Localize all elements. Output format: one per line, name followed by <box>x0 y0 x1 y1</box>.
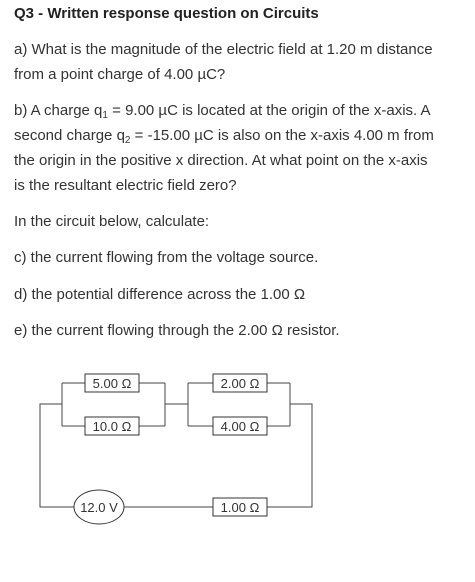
part-a-line-1: a) What is the magnitude of the electric field at 1.20 m distance <box>14 41 433 58</box>
resistor-4-ohm-label: 4.00 Ω <box>220 419 260 434</box>
part-b-subscript-1: 1 <box>102 110 108 121</box>
part-b-line-3: the origin in the positive x direction. At what point on the x-axis <box>14 152 428 169</box>
part-b-line-1-end: = 9.00 µC is located at the origin of the x-axis. A <box>107 102 431 119</box>
resistor-1-ohm-label: 1.00 Ω <box>220 500 260 515</box>
resistor-10-ohm <box>85 417 139 435</box>
part-b-line-2-start: second charge q <box>14 127 125 144</box>
part-c-text: c) the current flowing from the voltage source. <box>14 249 319 266</box>
resistor-10-ohm-label: 10.0 Ω <box>92 419 132 434</box>
resistor-2-ohm-label: 2.00 Ω <box>220 376 260 391</box>
resistor-4-ohm <box>213 417 267 435</box>
voltage-source <box>74 490 124 524</box>
part-a-line-2: from a point charge of 4.00 µC? <box>14 66 226 83</box>
question-title: Q3 - Written response question on Circuits <box>14 5 319 22</box>
resistor-2-ohm <box>213 374 267 392</box>
part-b-line-2-end: = -15.00 µC is also on the x-axis 4.00 m from <box>130 127 434 144</box>
resistor-1-ohm <box>213 498 267 516</box>
part-b-line-4: is the resultant electric field zero? <box>14 177 237 194</box>
voltage-source-label: 12.0 V <box>80 500 118 515</box>
part-e-text: e) the current flowing through the 2.00 Ω resistor. <box>14 322 340 339</box>
circuit-wires <box>40 383 312 507</box>
part-b-subscript-2: 2 <box>124 135 131 146</box>
resistor-5-ohm-label: 5.00 Ω <box>92 376 132 391</box>
outer-left-wire <box>40 404 74 507</box>
part-d-text: d) the potential difference across the 1.00 Ω <box>14 286 306 303</box>
resistor-5-ohm <box>85 374 139 392</box>
circuit-intro-text: In the circuit below, calculate: <box>14 213 210 230</box>
part-b-line-1-start: b) A charge q <box>14 102 103 119</box>
